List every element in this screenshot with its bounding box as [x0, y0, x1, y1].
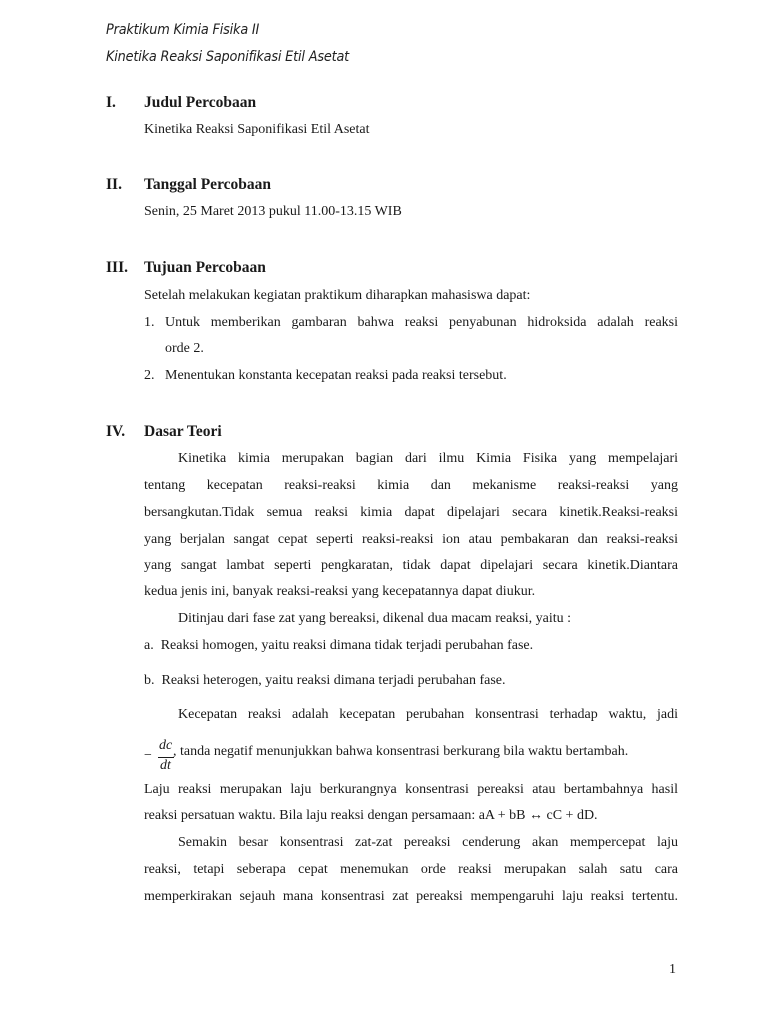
paragraph-line: Kinetika kimia merupakan bagian dari ilmu Kimia Fisika yang mempelajari	[178, 451, 678, 466]
list-item-number: 2.	[144, 368, 155, 383]
list-item-text: Menentukan konstanta kecepatan reaksi pada reaksi tersebut.	[165, 368, 507, 383]
section-2-body: Senin, 25 Maret 2013 pukul 11.00-13.15 WIB	[144, 204, 402, 219]
section-3-title: Tujuan Percobaan	[144, 259, 266, 276]
section-3-intro: Setelah melakukan kegiatan praktikum diharapkan mahasiswa dapat:	[144, 288, 531, 303]
section-2-number: II.	[106, 176, 122, 193]
header-topic: Kinetika Reaksi Saponifikasi Etil Asetat	[106, 49, 350, 65]
list-item-number: 1.	[144, 315, 155, 330]
paragraph-line: , tanda negatif menunjukkan bahwa konsentrasi berkurang bila waktu bertambah.	[173, 744, 629, 759]
section-4-title: Dasar Teori	[144, 423, 222, 440]
section-1-title: Judul Percobaan	[144, 94, 257, 111]
paragraph-line: reaksi, tetapi seberapa cepat menemukan orde reaksi merupakan salah satu cara	[144, 862, 678, 877]
paragraph-line: Semakin besar konsentrasi zat-zat pereaksi cenderung akan mempercepat laju	[178, 835, 678, 850]
section-1-body: Kinetika Reaksi Saponifikasi Etil Asetat	[144, 122, 370, 137]
fraction-minus-sign: −	[144, 748, 152, 763]
reaction-type-a: a. Reaksi homogen, yaitu reaksi dimana tidak terjadi perubahan fase.	[144, 638, 534, 653]
section-3-number: III.	[106, 259, 128, 276]
header-course: Praktikum Kimia Fisika II	[106, 22, 260, 38]
section-4-number: IV.	[106, 423, 126, 440]
paragraph-line: bersangkutan.Tidak semua reaksi kimia dapat dipelajari secara kinetik.Reaksi-reaksi	[144, 505, 678, 520]
paragraph-line: Laju reaksi merupakan laju berkurangnya konsentrasi pereaksi atau bertambahnya hasil	[144, 782, 678, 797]
page-number: 1	[669, 962, 676, 977]
section-2-title: Tanggal Percobaan	[144, 176, 272, 193]
paragraph-line: yang sangat lambat seperti pengkaratan, tidak dapat dipelajari secara kinetik.Diantara	[144, 558, 678, 573]
section-1-number: I.	[106, 94, 116, 111]
fraction-numerator: dc	[159, 738, 173, 753]
fraction-denominator: dt	[160, 758, 171, 773]
list-item-text: Untuk memberikan gambaran bahwa reaksi penyabunan hidroksida adalah reaksi	[165, 315, 678, 330]
paragraph-line: Ditinjau dari fase zat yang bereaksi, dikenal dua macam reaksi, yaitu :	[178, 611, 572, 626]
paragraph-line: Kecepatan reaksi adalah kecepatan perubahan konsentrasi terhadap waktu, jadi	[178, 707, 678, 722]
paragraph-line: reaksi persatuan waktu. Bila laju reaksi dengan persamaan: aA + bB ↔ cC + dD.	[144, 808, 598, 823]
paragraph-line: memperkirakan sejauh mana konsentrasi zat pereaksi mempengaruhi laju reaksi tertentu.	[144, 889, 678, 904]
reaction-type-b: b. Reaksi heterogen, yaitu reaksi dimana terjadi perubahan fase.	[144, 673, 506, 688]
list-item-text-continued: orde 2.	[165, 341, 204, 356]
paragraph-line: tentang kecepatan reaksi-reaksi kimia dan mekanisme reaksi-reaksi yang	[144, 478, 678, 493]
paragraph-line: yang berjalan sangat cepat seperti reaksi-reaksi ion atau pembakaran dan reaksi-reaksi	[144, 532, 678, 547]
paragraph-line: kedua jenis ini, banyak reaksi-reaksi yang kecepatannya dapat diukur.	[144, 584, 536, 599]
